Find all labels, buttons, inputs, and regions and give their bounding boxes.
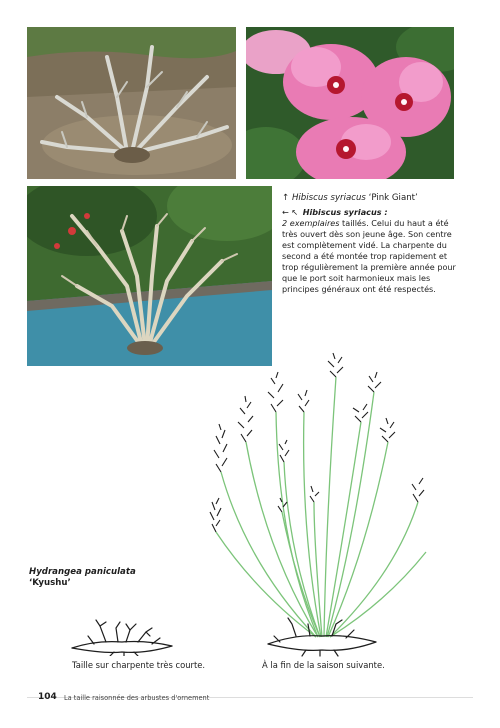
short-pruning-label: Taille sur charpente très courte. [72, 660, 206, 670]
running-title: La taille raisonnée des arbustes d'ornement [64, 694, 210, 702]
end-of-season-label: À la fin de la saison suivante. [262, 660, 385, 670]
hydrangea-cultivar: ‘Kyushu’ [29, 578, 71, 588]
hydrangea-next-season-drawing [196, 352, 442, 664]
hydrangea-species: Hydrangea paniculata [29, 567, 136, 577]
note-text: taillés. Celui du haut a été très ouvert dès son jeune âge. Son centre est complètement vidé. La charpente du second a été montée trop rapidement et trop régulièrement la première année pour que le port soit harmonieux mais les principes généraux ont été respectés. [282, 218, 456, 294]
pink-hibiscus-flower-photo [246, 27, 454, 179]
page-number: 104 [38, 692, 57, 702]
caption-cultivar: ‘Pink Giant’ [368, 193, 418, 203]
hibiscus-pruning-note [282, 207, 464, 295]
left-arrows-icon: ← ↖ [282, 207, 299, 217]
pruned-hibiscus-photo-top [27, 27, 236, 179]
pruned-hibiscus-photo-bottom [27, 186, 272, 366]
photo-caption [282, 193, 462, 204]
up-arrow-icon: ↑ [282, 193, 290, 203]
note-species: Hibiscus syriacus : [302, 207, 388, 217]
short-framework-drawing [66, 612, 178, 656]
caption-species: Hibiscus syriacus [291, 193, 366, 203]
note-count: 2 exemplaires [282, 218, 340, 228]
